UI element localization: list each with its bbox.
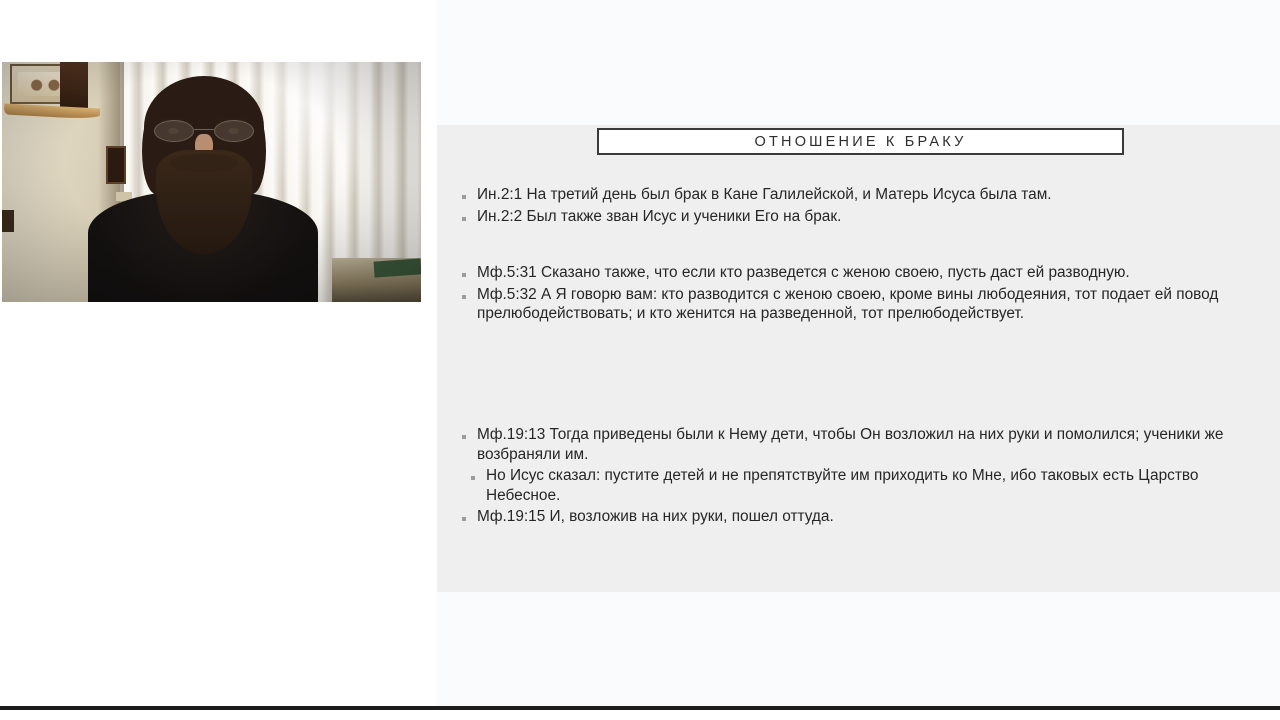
- list-item: [462, 466, 1262, 505]
- bullet-group-john-2: [462, 185, 1262, 228]
- bullet-text: Ин.2:1 На третий день был брак в Кане Галилейской, и Матерь Исуса была там.: [477, 186, 1052, 203]
- video-pane: [0, 0, 437, 708]
- bullet-group-matthew-19: [462, 425, 1262, 529]
- bullet-group-matthew-5: [462, 263, 1262, 326]
- list-item: [462, 263, 1262, 283]
- list-item: [462, 185, 1262, 205]
- list-item: [462, 507, 1262, 527]
- bullet-point-icon: [462, 273, 466, 277]
- list-item: [462, 285, 1262, 324]
- bottom-strip: [0, 710, 1280, 720]
- slide-body: [437, 125, 1280, 592]
- bullet-text: Мф.5:32 А Я говорю вам: кто разводится с женою своею, кроме вины любодеяния, тот подает ей повод прелюбодействовать; и кто женится на разведенной, тот прелюбодействует.: [477, 285, 1219, 323]
- list-item: [462, 425, 1262, 464]
- page-title: ОТНОШЕНИЕ К БРАКУ: [754, 133, 967, 150]
- bullet-point-icon: [462, 517, 466, 521]
- bullet-text: Ин.2:2 Был также зван Исус и ученики Его на брак.: [477, 207, 842, 225]
- bullet-point-icon: [462, 435, 466, 439]
- slide-pane: [437, 0, 1280, 708]
- bullet-point-icon: [471, 476, 475, 480]
- slide-title-box: [597, 128, 1124, 155]
- bullet-text: Мф.5:31 Сказано также, что если кто разведется с женою своею, пусть даст ей разводную.: [477, 264, 1130, 281]
- bullet-point-icon: [462, 295, 466, 299]
- webcam-video[interactable]: [2, 62, 421, 302]
- bullet-text: Мф.19:15 И, возложив на них руки, пошел оттуда.: [477, 508, 834, 526]
- camera-vignette: [2, 62, 421, 302]
- list-item: [462, 207, 1262, 227]
- bullet-text: Но Исус сказал: пустите детей и не препятствуйте им приходить ко Мне, ибо таковых есть Царство Небесное.: [486, 467, 1199, 504]
- bullet-point-icon: [462, 217, 466, 221]
- bullet-point-icon: [462, 195, 466, 199]
- bullet-text: Мф.19:13 Тогда приведены были к Нему дети, чтобы Он возложил на них руки и помолился; ученики же возбраняли им.: [477, 426, 1224, 463]
